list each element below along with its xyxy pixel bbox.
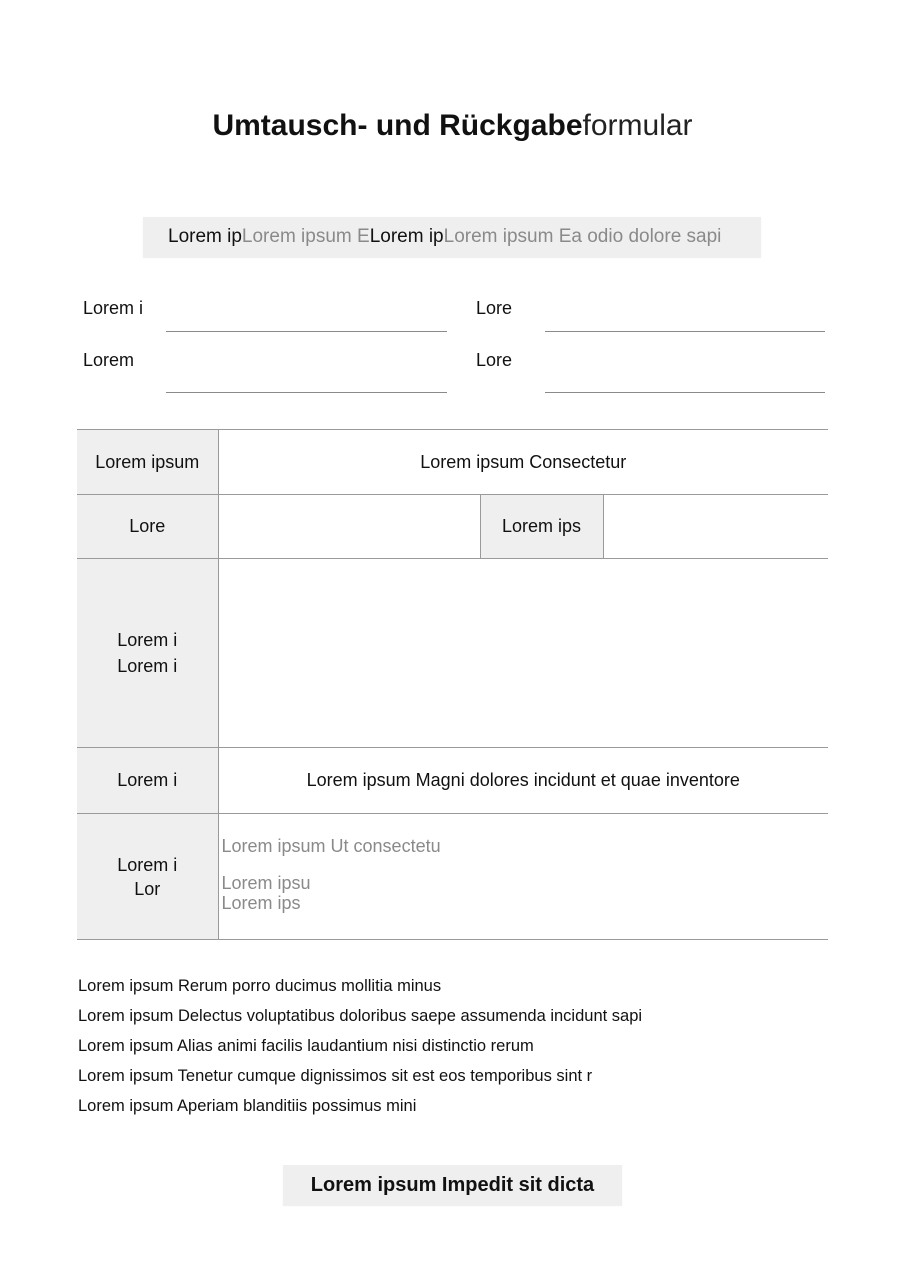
tab-1-sublabel[interactable]: Lorem ipsum E	[241, 226, 370, 247]
row-5-header	[77, 814, 218, 940]
row-2-input-right[interactable]	[603, 495, 828, 559]
row-3-header-line-2: Lorem i	[117, 656, 178, 676]
row-4-header: Lorem i	[77, 748, 218, 814]
row-5-header-line-2: Lor	[134, 878, 161, 899]
table-row	[77, 430, 828, 495]
list-item: Lorem ipsum Tenetur cumque dignissimos sit est eos temporibus sint r	[78, 1067, 593, 1085]
table-row	[77, 495, 828, 559]
list-item: Lorem ipsum Delectus voluptatibus doloribus saepe assumenda incidunt sapi	[78, 1007, 643, 1025]
row-2-input-left[interactable]	[218, 495, 480, 559]
field-label-2: Lore	[476, 298, 513, 318]
details-table	[77, 429, 828, 940]
row-3-text-area[interactable]	[218, 559, 828, 748]
row-4-value: Lorem ipsum Magni dolores incidunt et quae inventore	[218, 748, 828, 814]
row-3-header	[77, 559, 218, 748]
field-label-1: Lorem i	[83, 298, 144, 318]
page-title	[0, 106, 905, 146]
field-input-1[interactable]	[166, 331, 447, 332]
row-5-note-3: Lorem ips	[221, 893, 301, 913]
submit-button[interactable]: Lorem ipsum Impedit sit dicta	[283, 1165, 622, 1205]
field-input-3[interactable]	[166, 392, 447, 393]
table-row	[77, 559, 828, 748]
row-1-value: Lorem ipsum Consectetur	[218, 430, 828, 495]
row-5-note-2: Lorem ipsu	[221, 873, 311, 893]
row-2-mid-header: Lorem ips	[480, 495, 603, 559]
row-3-header-line-1: Lorem i	[117, 630, 178, 650]
table-row	[77, 814, 828, 940]
field-input-2[interactable]	[545, 331, 825, 332]
info-list	[78, 975, 642, 1125]
tab-1-label[interactable]: Lorem ip	[168, 226, 242, 247]
field-label-3: Lorem	[83, 350, 135, 370]
tab-bar	[143, 217, 761, 257]
list-item: Lorem ipsum Alias animi facilis laudantium nisi distinctio rerum	[78, 1037, 534, 1055]
row-5-header-line-1: Lorem i	[117, 854, 178, 875]
list-item: Lorem ipsum Rerum porro ducimus mollitia minus	[78, 977, 442, 995]
tab-2-sublabel[interactable]: Lorem ipsum Ea odio dolore sapi	[443, 226, 722, 247]
title-bold-part: Umtausch- und Rückgabe	[212, 109, 583, 142]
row-2-header: Lore	[77, 495, 218, 559]
row-1-header: Lorem ipsum	[77, 430, 218, 495]
field-input-4[interactable]	[545, 392, 825, 393]
tab-2-label[interactable]: Lorem ip	[369, 226, 444, 247]
row-5-notes[interactable]	[218, 814, 828, 940]
field-label-4: Lore	[476, 350, 513, 370]
title-light-part: formular	[582, 109, 693, 142]
list-item: Lorem ipsum Aperiam blanditiis possimus mini	[78, 1097, 417, 1115]
table-row	[77, 748, 828, 814]
row-5-note-1: Lorem ipsum Ut consectetu	[221, 836, 441, 856]
